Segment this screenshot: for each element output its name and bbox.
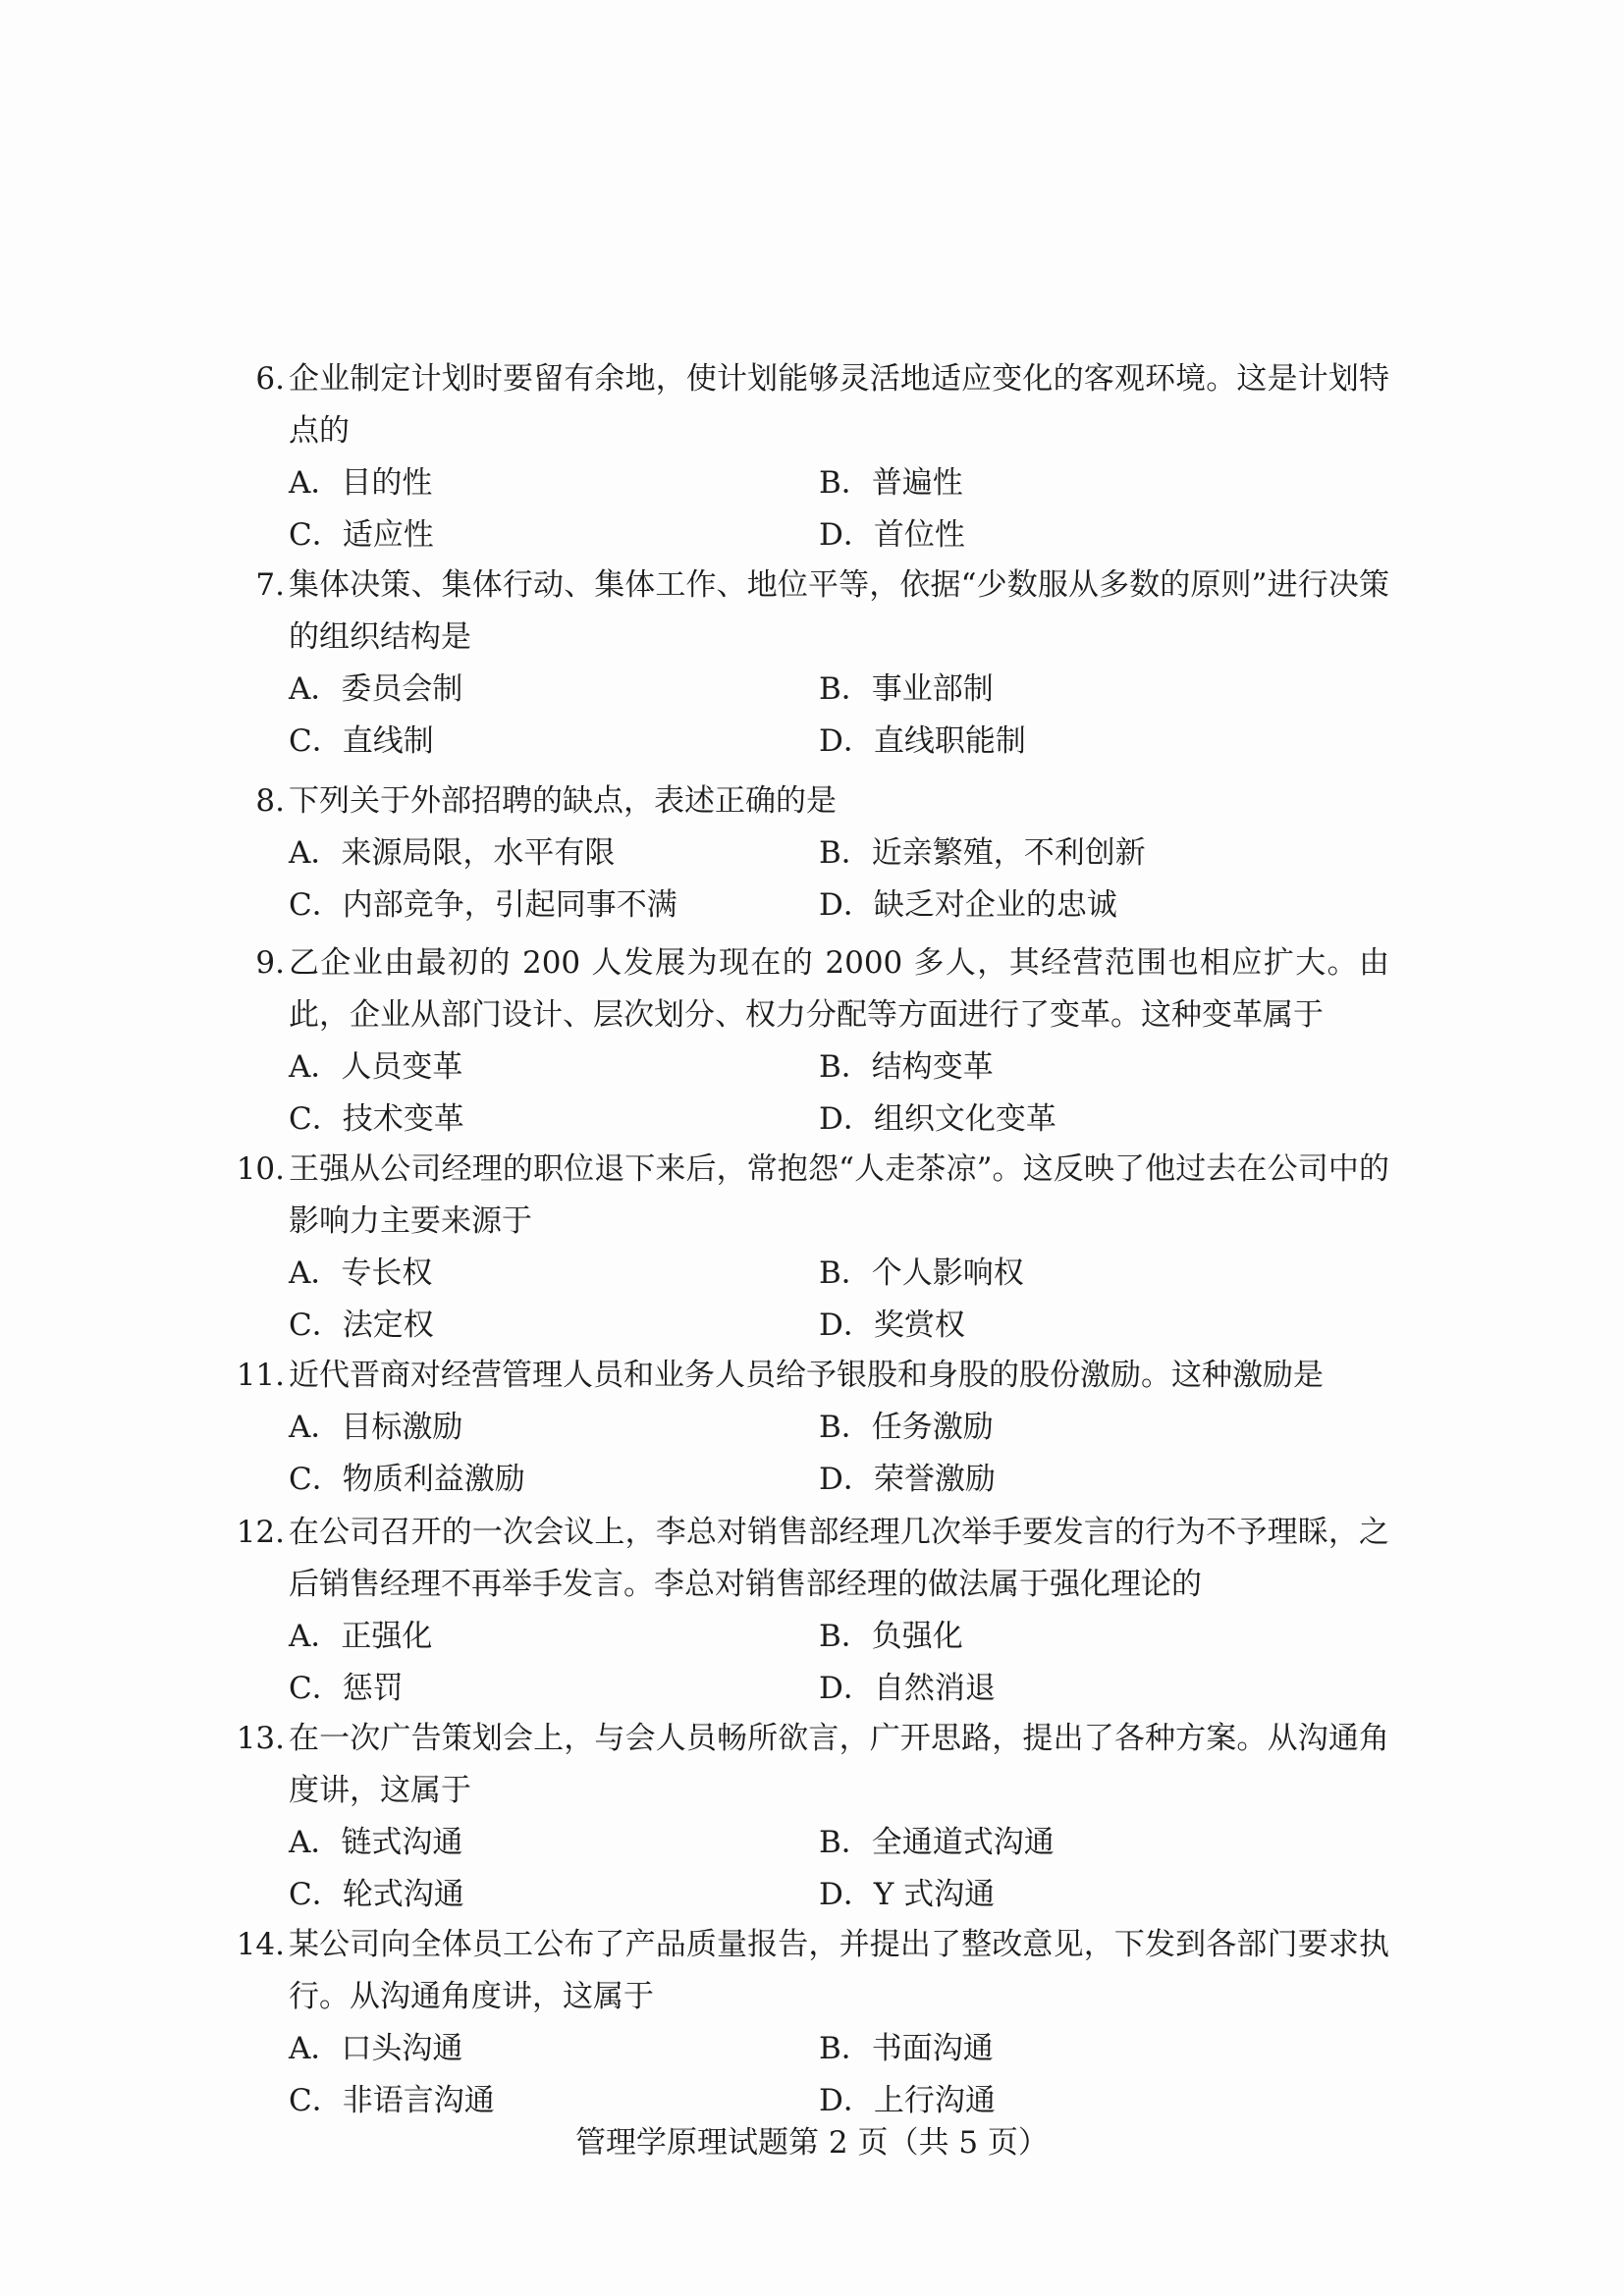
option-grid bbox=[289, 1817, 1389, 1921]
option-b: B．事业部制 bbox=[819, 671, 994, 707]
option-d: D．直线职能制 bbox=[819, 723, 1026, 759]
option-c: C．直线制 bbox=[289, 723, 434, 759]
option-a: A．人员变革 bbox=[289, 1049, 463, 1085]
question-stem: 王强从公司经理的职位退下来后，常抱怨“人走茶凉”。这反映了他过去在公司中的影响力主要来源于 bbox=[289, 1151, 1389, 1239]
option-grid bbox=[289, 457, 1389, 561]
option-c: C．法定权 bbox=[289, 1308, 434, 1343]
question-14 bbox=[236, 1919, 1389, 2127]
question-10 bbox=[236, 1144, 1389, 1352]
option-c: C．技术变革 bbox=[289, 1101, 464, 1137]
page-footer: 管理学原理试题第 2 页（共 5 页） bbox=[575, 2125, 1049, 2161]
question-stem: 在公司召开的一次会议上，李总对销售部经理几次举手要发言的行为不予理睬，之后销售经理不再举手发言。李总对销售部经理的做法属于强化理论的 bbox=[289, 1515, 1389, 1602]
option-d: D．首位性 bbox=[819, 517, 965, 553]
option-d: D．Y 式沟通 bbox=[819, 1877, 996, 1912]
question-stem: 乙企业由最初的 200 人发展为现在的 2000 多人，其经营范围也相应扩大。由此，企业从部门设计、层次划分、权力分配等方面进行了变革。这种变革属于 bbox=[289, 945, 1389, 1033]
option-d: D．组织文化变革 bbox=[819, 1101, 1056, 1137]
question-number: 6. bbox=[255, 361, 285, 397]
question-number: 8. bbox=[255, 783, 285, 819]
question-6 bbox=[236, 353, 1389, 561]
question-number: 12. bbox=[236, 1515, 285, 1550]
question-number: 9. bbox=[255, 945, 285, 981]
question-stem: 某公司向全体员工公布了产品质量报告，并提出了整改意见，下发到各部门要求执行。从沟通角度讲，这属于 bbox=[289, 1927, 1389, 2014]
question-number: 7. bbox=[255, 567, 285, 603]
option-b: B．近亲繁殖，不利创新 bbox=[819, 835, 1146, 871]
option-grid bbox=[289, 1041, 1389, 1146]
option-a: A．来源局限，水平有限 bbox=[289, 835, 616, 871]
question-number: 11. bbox=[236, 1358, 285, 1393]
option-b: B．书面沟通 bbox=[819, 2031, 994, 2066]
question-stem: 在一次广告策划会上，与会人员畅所欲言，广开思路，提出了各种方案。从沟通角度讲，这属于 bbox=[289, 1721, 1389, 1808]
question-13 bbox=[236, 1713, 1389, 1921]
option-grid bbox=[289, 664, 1389, 768]
option-d: D．荣誉激励 bbox=[819, 1462, 996, 1497]
question-stem: 下列关于外部招聘的缺点，表述正确的是 bbox=[289, 783, 837, 819]
option-a: A．口头沟通 bbox=[289, 2031, 463, 2066]
question-number: 14. bbox=[236, 1927, 285, 1962]
option-c: C．惩罚 bbox=[289, 1671, 404, 1706]
option-b: B．个人影响权 bbox=[819, 1255, 1024, 1291]
option-d: D．缺乏对企业的忠诚 bbox=[819, 887, 1117, 923]
option-grid bbox=[289, 1402, 1389, 1506]
question-12 bbox=[236, 1507, 1389, 1715]
option-grid bbox=[289, 1248, 1389, 1352]
option-c: C．非语言沟通 bbox=[289, 2083, 495, 2118]
option-grid bbox=[289, 828, 1389, 932]
question-number: 13. bbox=[236, 1721, 285, 1756]
option-c: C．内部竞争，引起同事不满 bbox=[289, 887, 677, 923]
option-a: A．链式沟通 bbox=[289, 1825, 463, 1860]
option-a: A．委员会制 bbox=[289, 671, 463, 707]
option-d: D．奖赏权 bbox=[819, 1308, 965, 1343]
option-grid bbox=[289, 1611, 1389, 1715]
option-c: C．物质利益激励 bbox=[289, 1462, 525, 1497]
question-stem: 近代晋商对经营管理人员和业务人员给予银股和身股的股份激励。这种激励是 bbox=[289, 1358, 1324, 1393]
option-grid bbox=[289, 2023, 1389, 2127]
option-a: A．正强化 bbox=[289, 1619, 433, 1654]
question-stem: 集体决策、集体行动、集体工作、地位平等，依据“少数服从多数的原则”进行决策的组织结构是 bbox=[289, 567, 1389, 655]
question-7 bbox=[236, 560, 1389, 768]
option-b: B．负强化 bbox=[819, 1619, 963, 1654]
option-a: A．目的性 bbox=[289, 465, 433, 501]
option-b: B．普遍性 bbox=[819, 465, 963, 501]
option-a: A．目标激励 bbox=[289, 1410, 463, 1445]
question-8 bbox=[236, 775, 1389, 932]
question-stem: 企业制定计划时要留有余地，使计划能够灵活地适应变化的客观环境。这是计划特点的 bbox=[289, 361, 1389, 449]
option-b: B．结构变革 bbox=[819, 1049, 994, 1085]
option-a: A．专长权 bbox=[289, 1255, 433, 1291]
question-9 bbox=[236, 937, 1389, 1146]
option-c: C．轮式沟通 bbox=[289, 1877, 464, 1912]
option-d: D．自然消退 bbox=[819, 1671, 996, 1706]
question-11 bbox=[236, 1350, 1389, 1506]
option-c: C．适应性 bbox=[289, 517, 434, 553]
option-b: B．任务激励 bbox=[819, 1410, 994, 1445]
option-d: D．上行沟通 bbox=[819, 2083, 996, 2118]
question-number: 10. bbox=[236, 1151, 285, 1187]
option-b: B．全通道式沟通 bbox=[819, 1825, 1055, 1860]
